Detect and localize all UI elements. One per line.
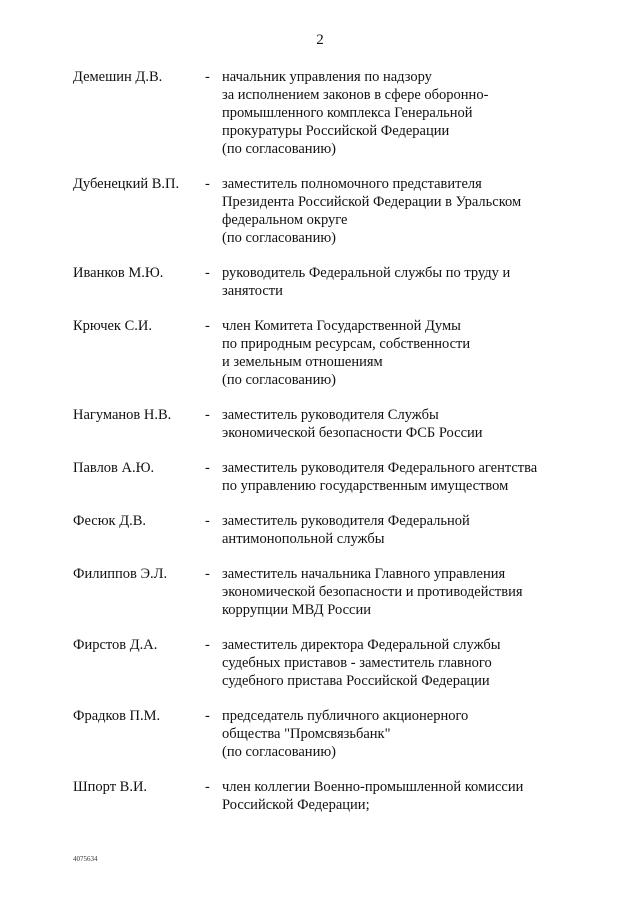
member-entry [0, 175, 640, 247]
position-line: член Комитета Государственной Думы [222, 318, 461, 334]
entry-dash: - [205, 637, 210, 653]
member-entry [0, 512, 640, 548]
position-line: (по согласованию) [222, 744, 336, 760]
member-position [222, 636, 562, 690]
entry-dash: - [205, 708, 210, 724]
member-name: Шпорт В.И. [73, 779, 148, 795]
position-line: Российской Федерации; [222, 797, 370, 813]
member-entry [0, 459, 640, 495]
position-line: заместитель полномочного представителя [222, 176, 482, 192]
entry-dash: - [205, 265, 210, 281]
position-line: общества "Промсвязьбанк" [222, 726, 391, 742]
position-line: промышленного комплекса Генеральной [222, 105, 473, 121]
position-line: по управлению государственным имуществом [222, 478, 509, 494]
member-position [222, 707, 562, 761]
entry-dash: - [205, 566, 210, 582]
member-entry [0, 636, 640, 690]
entry-dash: - [205, 318, 210, 334]
position-line: заместитель начальника Главного управления [222, 566, 506, 582]
member-name: Фирстов Д.А. [73, 637, 158, 653]
member-entry [0, 68, 640, 158]
member-name: Филиппов Э.Л. [73, 566, 168, 582]
position-line: экономической безопасности ФСБ России [222, 425, 483, 441]
member-position [222, 565, 562, 619]
position-line: судебного пристава Российской Федерации [222, 673, 490, 689]
position-line: заместитель руководителя Федеральной [222, 513, 470, 529]
member-position [222, 459, 562, 495]
entry-dash: - [205, 779, 210, 795]
position-line: (по согласованию) [222, 372, 336, 388]
position-line: Президента Российской Федерации в Уральском [222, 194, 522, 210]
entry-dash: - [205, 69, 210, 85]
member-entry [0, 565, 640, 619]
entry-dash: - [205, 176, 210, 192]
position-line: и земельным отношениям [222, 354, 383, 370]
position-line: по природным ресурсам, собственности [222, 336, 471, 352]
page-number: 2 [316, 32, 324, 48]
member-position [222, 512, 562, 548]
position-line: коррупции МВД России [222, 602, 372, 618]
member-entry [0, 406, 640, 442]
member-position [222, 317, 562, 389]
member-name: Нагуманов Н.В. [73, 407, 172, 423]
member-list [0, 68, 640, 831]
member-name: Иванков М.Ю. [73, 265, 164, 281]
position-line: экономической безопасности и противодействия [222, 584, 523, 600]
position-line: руководитель Федеральной службы по труду и [222, 265, 511, 281]
position-line: заместитель руководителя Службы [222, 407, 439, 423]
member-position [222, 778, 562, 814]
member-position [222, 406, 562, 442]
position-line: федеральном округе [222, 212, 348, 228]
position-line: председатель публичного акционерного [222, 708, 469, 724]
member-entry [0, 264, 640, 300]
position-line: прокуратуры Российской Федерации [222, 123, 450, 139]
member-position [222, 264, 562, 300]
position-line: заместитель директора Федеральной службы [222, 637, 501, 653]
member-name: Демешин Д.В. [73, 69, 163, 85]
entry-dash: - [205, 407, 210, 423]
position-line: за исполнением законов в сфере оборонно- [222, 87, 489, 103]
position-line: заместитель руководителя Федерального агентства [222, 460, 538, 476]
member-position [222, 175, 562, 247]
member-entry [0, 707, 640, 761]
position-line: антимонопольной службы [222, 531, 385, 547]
member-name: Дубенецкий В.П. [73, 176, 180, 192]
member-entry [0, 317, 640, 389]
position-line: (по согласованию) [222, 230, 336, 246]
position-line: член коллегии Военно-промышленной комиссии [222, 779, 524, 795]
member-name: Крючек С.И. [73, 318, 152, 334]
member-entry [0, 778, 640, 814]
member-name: Павлов А.Ю. [73, 460, 155, 476]
position-line: (по согласованию) [222, 141, 336, 157]
member-position [222, 68, 562, 158]
member-name: Фесюк Д.В. [73, 513, 147, 529]
position-line: начальник управления по надзору [222, 69, 432, 85]
document-code: 4075634 [73, 855, 98, 863]
entry-dash: - [205, 460, 210, 476]
entry-dash: - [205, 513, 210, 529]
member-name: Фрадков П.М. [73, 708, 161, 724]
position-line: судебных приставов - заместитель главного [222, 655, 492, 671]
position-line: занятости [222, 283, 283, 299]
